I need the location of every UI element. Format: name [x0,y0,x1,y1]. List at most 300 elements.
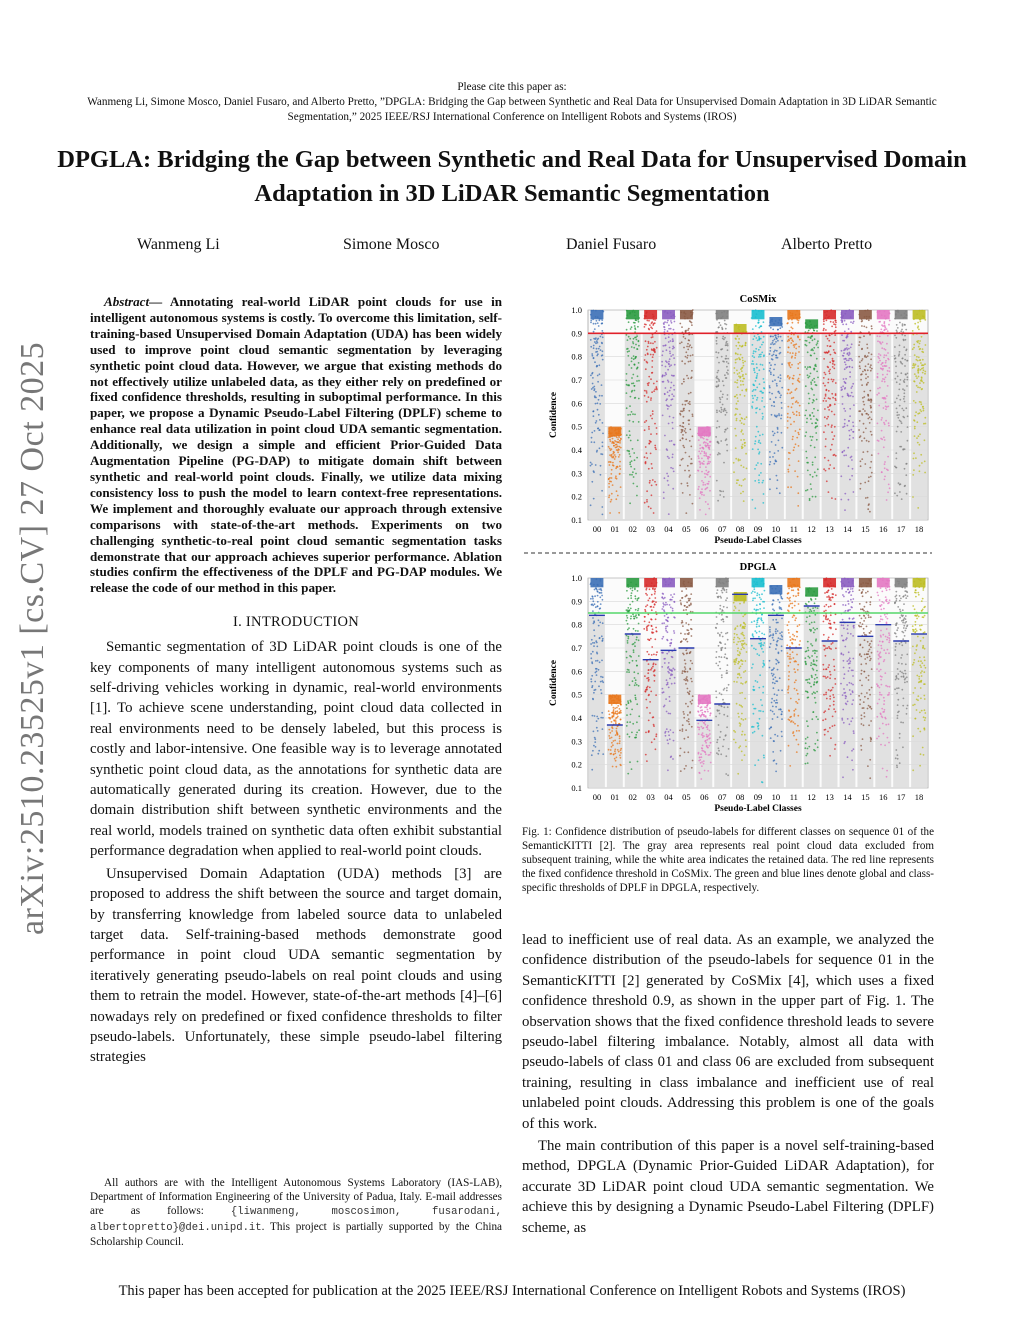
confidence-point [600,681,602,683]
confidence-point [634,459,636,461]
confidence-point [883,649,885,651]
confidence-point [756,653,758,655]
confidence-point [716,697,718,699]
confidence-point [870,740,872,742]
confidence-point [829,361,831,363]
confidence-point [644,456,646,458]
confidence-point [772,682,774,684]
confidence-point [758,710,760,712]
confidence-point [917,342,919,344]
confidence-point [670,364,672,366]
confidence-point [672,468,674,470]
confidence-point [834,748,836,750]
confidence-point [762,480,764,482]
confidence-point [663,658,665,660]
confidence-point [901,654,903,656]
confidence-point [738,375,740,377]
confidence-point [652,354,654,356]
confidence-point [817,607,819,609]
confidence-point [647,384,649,386]
confidence-point [742,616,744,618]
confidence-point [903,620,905,622]
confidence-point [654,680,656,682]
confidence-point [868,476,870,478]
confidence-point [825,329,827,331]
confidence-point [683,336,685,338]
confidence-point [686,720,688,722]
dense-cap [895,310,908,319]
confidence-point [815,364,817,366]
confidence-point [861,618,863,620]
confidence-point [594,642,596,644]
confidence-point [788,710,790,712]
confidence-point [684,605,686,607]
confidence-point [705,470,707,472]
confidence-point [825,610,827,612]
confidence-point [699,509,701,511]
confidence-point [592,387,594,389]
confidence-point [807,489,809,491]
confidence-point [737,348,739,350]
confidence-point [671,670,673,672]
confidence-point [613,451,615,453]
confidence-point [864,437,866,439]
confidence-point [757,592,759,594]
confidence-point [699,714,701,716]
confidence-point [769,368,771,370]
confidence-point [831,379,833,381]
confidence-point [805,690,807,692]
confidence-point [780,596,782,598]
confidence-point [906,379,908,381]
confidence-point [896,765,898,767]
confidence-point [832,642,834,644]
confidence-point [727,664,729,666]
confidence-point [920,454,922,456]
confidence-point [787,375,789,377]
confidence-point [885,408,887,410]
confidence-point [884,381,886,383]
confidence-point [670,729,672,731]
confidence-point [816,660,818,662]
confidence-point [860,745,862,747]
confidence-point [651,654,653,656]
confidence-point [853,404,855,406]
confidence-point [669,416,671,418]
confidence-point [763,493,765,495]
confidence-point [904,485,906,487]
confidence-point [793,657,795,659]
confidence-point [830,605,832,607]
confidence-point [737,713,739,715]
confidence-point [602,350,604,352]
confidence-point [814,621,816,623]
confidence-point [654,738,656,740]
confidence-point [699,759,701,761]
confidence-point [918,376,920,378]
confidence-point [887,491,889,493]
confidence-point [682,728,684,730]
confidence-point [794,619,796,621]
confidence-point [757,462,759,464]
confidence-point [590,339,592,341]
confidence-point [883,703,885,705]
confidence-point [668,672,670,674]
confidence-point [651,349,653,351]
confidence-point [806,604,808,606]
confidence-point [847,632,849,634]
confidence-point [813,330,815,332]
confidence-point [685,650,687,652]
confidence-point [815,432,817,434]
confidence-point [665,731,667,733]
confidence-point [798,730,800,732]
confidence-point [752,704,754,706]
confidence-point [615,711,617,713]
confidence-point [789,600,791,602]
confidence-point [795,679,797,681]
confidence-point [625,380,627,382]
confidence-point [815,365,817,367]
confidence-point [647,686,649,688]
confidence-point [719,397,721,399]
confidence-point [742,632,744,634]
confidence-point [718,426,720,428]
confidence-point [722,328,724,330]
confidence-point [688,718,690,720]
confidence-point [687,355,689,357]
confidence-point [618,449,620,451]
confidence-point [825,400,827,402]
confidence-point [632,680,634,682]
confidence-point [781,639,783,641]
dense-cap [698,427,711,436]
confidence-point [829,671,831,673]
confidence-point [755,436,757,438]
confidence-point [721,647,723,649]
confidence-point [672,428,674,430]
confidence-point [867,376,869,378]
confidence-point [752,344,754,346]
confidence-point [772,669,774,671]
confidence-point [790,698,792,700]
confidence-point [867,657,869,659]
confidence-point [718,750,720,752]
confidence-point [739,359,741,361]
confidence-point [883,608,885,610]
excluded-region [768,333,784,520]
confidence-point [739,345,741,347]
confidence-point [670,594,672,596]
x-tick-label: 06 [700,524,709,534]
confidence-point [735,627,737,629]
confidence-point [867,641,869,643]
confidence-point [899,762,901,764]
confidence-point [739,420,741,422]
confidence-point [667,617,669,619]
confidence-point [595,351,597,353]
confidence-point [740,682,742,684]
confidence-point [787,420,789,422]
confidence-point [741,718,743,720]
confidence-point [656,389,658,391]
confidence-point [701,480,703,482]
confidence-point [706,726,708,728]
confidence-point [789,646,791,648]
confidence-point [862,608,864,610]
confidence-point [791,638,793,640]
confidence-point [773,369,775,371]
confidence-point [778,391,780,393]
confidence-point [706,745,708,747]
confidence-point [669,738,671,740]
confidence-point [924,363,926,365]
confidence-point [594,338,596,340]
confidence-point [852,684,854,686]
confidence-point [593,498,595,500]
confidence-point [880,587,882,589]
confidence-point [701,450,703,452]
confidence-point [645,610,647,612]
confidence-point [859,488,861,490]
confidence-point [845,695,847,697]
confidence-point [877,685,879,687]
confidence-point [648,382,650,384]
confidence-point [626,615,628,617]
confidence-point [753,636,755,638]
confidence-point [740,648,742,650]
confidence-point [679,755,681,757]
confidence-point [598,685,600,687]
confidence-point [710,752,712,754]
confidence-point [884,463,886,465]
confidence-point [779,353,781,355]
confidence-point [610,440,612,442]
confidence-point [793,447,795,449]
confidence-point [626,334,628,336]
confidence-point [707,456,709,458]
confidence-point [633,358,635,360]
confidence-point [794,688,796,690]
confidence-point [845,610,847,612]
confidence-point [808,601,810,603]
confidence-point [701,756,703,758]
confidence-point [752,397,754,399]
confidence-point [626,329,628,331]
confidence-point [773,678,775,680]
x-tick-label: 02 [628,524,637,534]
confidence-point [906,681,908,683]
confidence-point [869,694,871,696]
confidence-point [756,464,758,466]
confidence-point [627,640,629,642]
confidence-point [685,609,687,611]
confidence-point [627,384,629,386]
confidence-point [882,362,884,364]
confidence-point [832,321,834,323]
confidence-point [618,436,620,438]
confidence-point [827,731,829,733]
confidence-point [668,731,670,733]
confidence-point [760,364,762,366]
confidence-point [597,427,599,429]
confidence-point [774,379,776,381]
confidence-point [646,678,648,680]
confidence-point [762,482,764,484]
confidence-point [596,320,598,322]
confidence-point [630,618,632,620]
confidence-point [897,668,899,670]
confidence-point [752,499,754,501]
confidence-point [598,320,600,322]
confidence-point [742,357,744,359]
confidence-point [745,739,747,741]
confidence-point [834,320,836,322]
dense-cap [734,324,747,333]
confidence-point [741,713,743,715]
confidence-point [871,640,873,642]
confidence-point [823,676,825,678]
confidence-point [684,671,686,673]
confidence-point [649,597,651,599]
confidence-point [823,645,825,647]
confidence-point [691,324,693,326]
confidence-point [716,752,718,754]
confidence-point [689,712,691,714]
confidence-point [897,758,899,760]
confidence-point [878,353,880,355]
confidence-point [662,692,664,694]
confidence-point [812,668,814,670]
confidence-point [614,740,616,742]
confidence-point [810,349,812,351]
confidence-point [814,602,816,604]
confidence-point [637,375,639,377]
confidence-point [701,491,703,493]
confidence-point [918,435,920,437]
confidence-point [840,499,842,501]
confidence-point [608,749,610,751]
confidence-point [823,621,825,623]
confidence-point [655,627,657,629]
confidence-point [703,451,705,453]
confidence-point [737,677,739,679]
confidence-point [594,589,596,591]
confidence-point [734,428,736,430]
confidence-point [720,491,722,493]
confidence-point [881,417,883,419]
confidence-point [777,599,779,601]
confidence-point [816,732,818,734]
confidence-point [619,468,621,470]
confidence-point [850,395,852,397]
confidence-point [788,621,790,623]
confidence-point [858,625,860,627]
confidence-point [636,339,638,341]
confidence-point [876,668,878,670]
confidence-point [869,656,871,658]
confidence-point [776,475,778,477]
confidence-point [896,495,898,497]
confidence-point [775,355,777,357]
confidence-point [805,490,807,492]
confidence-point [769,362,771,364]
confidence-point [831,588,833,590]
confidence-point [652,479,654,481]
confidence-point [787,597,789,599]
confidence-point [654,588,656,590]
confidence-point [797,693,799,695]
confidence-point [852,591,854,593]
confidence-point [776,350,778,352]
confidence-point [742,384,744,386]
confidence-point [861,384,863,386]
confidence-point [737,637,739,639]
confidence-point [737,386,739,388]
confidence-point [646,629,648,631]
confidence-point [798,603,800,605]
confidence-point [795,708,797,710]
confidence-point [593,441,595,443]
confidence-point [781,432,783,434]
confidence-point [812,607,814,609]
confidence-point [763,642,765,644]
confidence-point [682,458,684,460]
confidence-point [808,678,810,680]
confidence-point [672,456,674,458]
confidence-point [888,742,890,744]
confidence-point [745,670,747,672]
confidence-point [795,352,797,354]
confidence-point [620,748,622,750]
confidence-point [902,746,904,748]
confidence-point [825,395,827,397]
confidence-point [880,630,882,632]
confidence-point [650,508,652,510]
confidence-point [646,401,648,403]
confidence-point [781,718,783,720]
confidence-point [919,409,921,411]
confidence-point [708,483,710,485]
confidence-point [835,393,837,395]
confidence-point [682,724,684,726]
confidence-point [809,498,811,500]
confidence-point [662,345,664,347]
confidence-point [877,373,879,375]
confidence-point [793,397,795,399]
confidence-point [847,352,849,354]
confidence-point [648,320,650,322]
left-column [90,294,502,1068]
confidence-point [829,695,831,697]
confidence-point [602,453,604,455]
confidence-point [648,663,650,665]
confidence-point [816,475,818,477]
confidence-point [790,721,792,723]
confidence-point [684,363,686,365]
confidence-point [723,588,725,590]
confidence-point [629,453,631,455]
confidence-point [682,597,684,599]
confidence-point [849,689,851,691]
confidence-point [834,364,836,366]
confidence-point [843,378,845,380]
confidence-point [619,442,621,444]
confidence-point [608,717,610,719]
confidence-point [793,344,795,346]
confidence-point [769,629,771,631]
confidence-point [596,451,598,453]
